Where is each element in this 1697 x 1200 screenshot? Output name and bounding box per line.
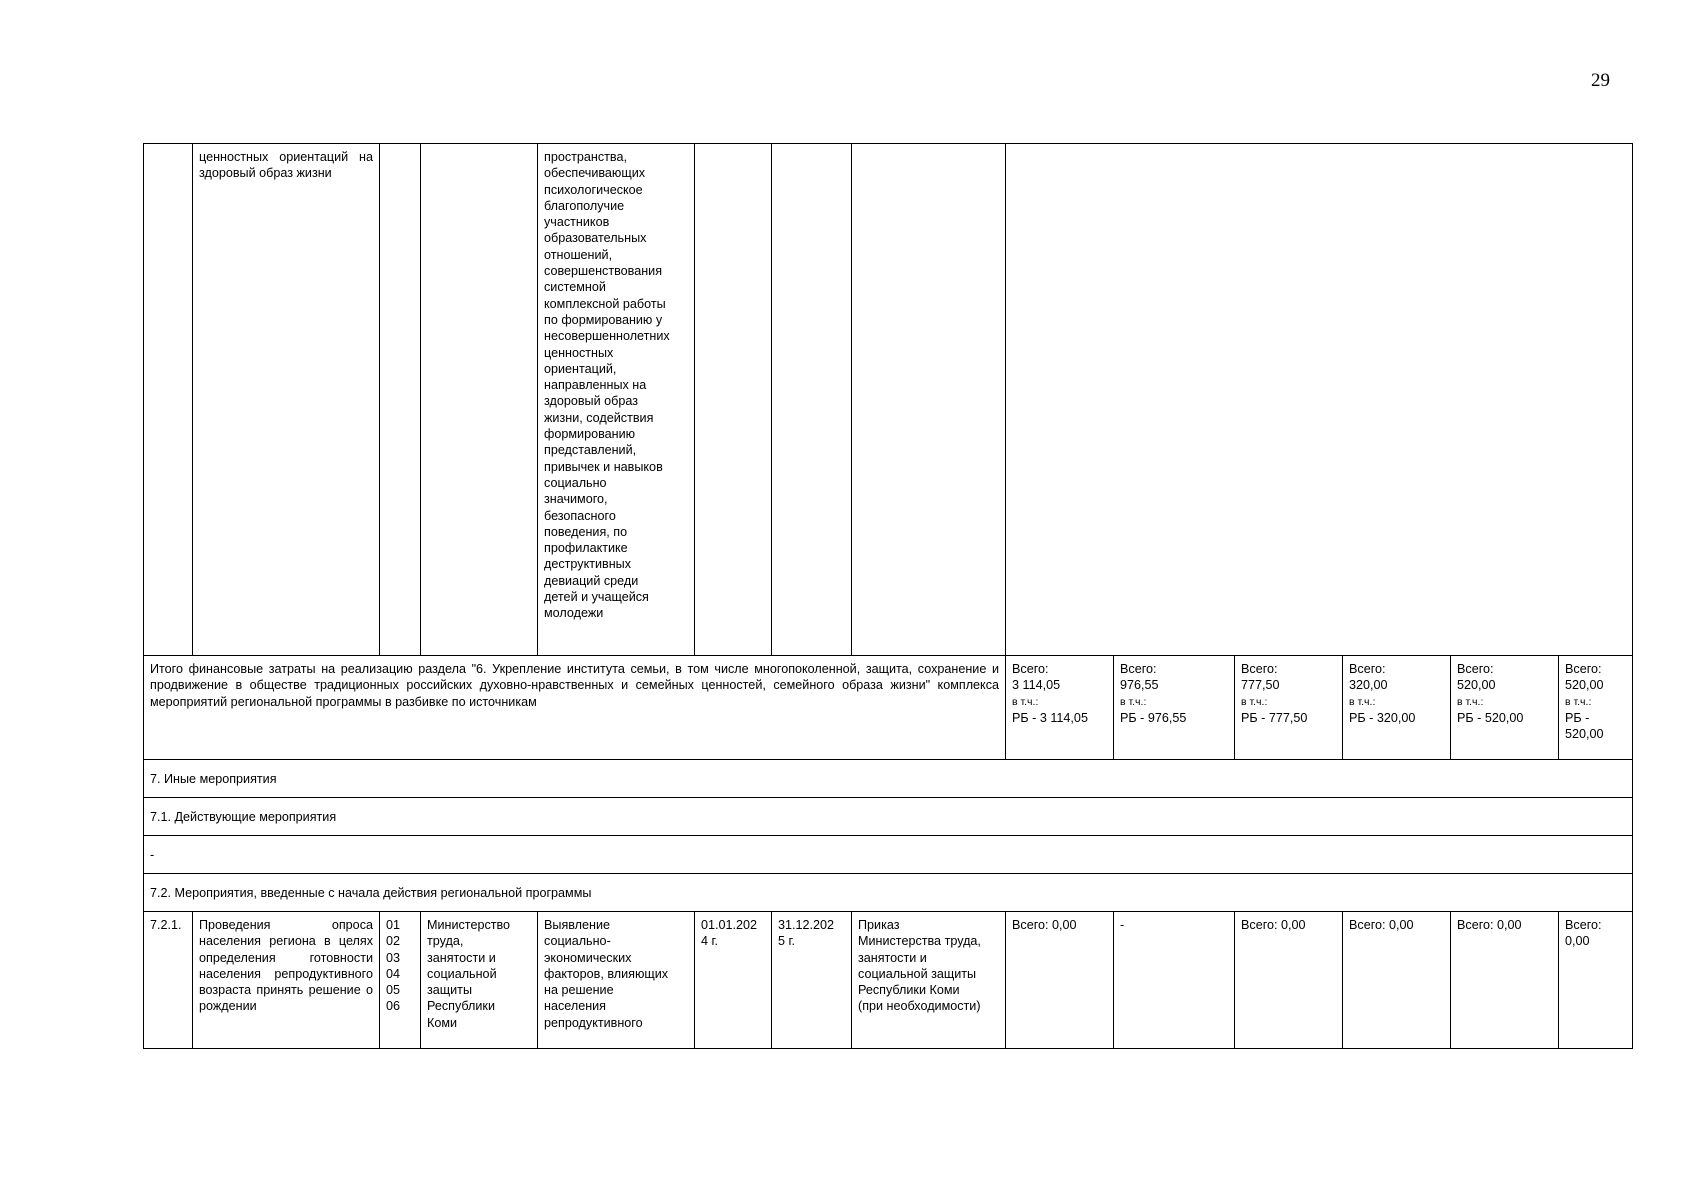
cell-executor: Министерство труда, занятости и социальной защиты Республики Коми (421, 912, 538, 1049)
cell-total-3: Всего: 777,50 в т.ч.: РБ - 777,50 (1235, 656, 1343, 760)
cell-codes (380, 144, 421, 656)
table-row-continuation (144, 144, 1633, 656)
cell-start (695, 144, 772, 656)
cell-document: Приказ Министерства труда, занятости и социальной защиты Республики Коми (при необходимости) (852, 912, 1006, 1049)
table-row-7-2-1 (144, 912, 1633, 1049)
section-heading-7 (144, 760, 1633, 798)
cell-financing-empty (1006, 144, 1633, 656)
page-number: 29 (1591, 70, 1610, 91)
table-row-total (144, 656, 1633, 760)
cell-measure-name: ценностных ориентаций на здоровый образ жизни (193, 144, 380, 656)
cell-fin-5: Всего: 0,00 (1451, 912, 1559, 1049)
section-7-1-label: 7.1. Действующие мероприятия (144, 798, 1633, 836)
cell-result: Выявление социально- экономических факторов, влияющих на решение населения репродуктивного (538, 912, 695, 1049)
cell-total-6: Всего: 520,00 в т.ч.: РБ - 520,00 (1559, 656, 1633, 760)
program-table (143, 143, 1633, 1049)
section-empty-row (144, 836, 1633, 874)
cell-fin-6: Всего: 0,00 (1559, 912, 1633, 1049)
cell-end (772, 144, 852, 656)
cell-measure-name: Проведения опроса населения региона в целях определения готовности населения репродуктивного возраста принять решение о рождении (193, 912, 380, 1049)
cell-total-4: Всего: 320,00 в т.ч.: РБ - 320,00 (1343, 656, 1451, 760)
cell-end-date: 31.12.202 5 г. (772, 912, 852, 1049)
cell-codes: 01 02 03 04 05 06 (380, 912, 421, 1049)
cell-fin-3: Всего: 0,00 (1235, 912, 1343, 1049)
cell-executor (421, 144, 538, 656)
section-heading-7-2 (144, 874, 1633, 912)
cell-total-1: Всего: 3 114,05 в т.ч.: РБ - 3 114,05 (1006, 656, 1114, 760)
cell-total-5: Всего: 520,00 в т.ч.: РБ - 520,00 (1451, 656, 1559, 760)
cell-total-label: Итого финансовые затраты на реализацию раздела "6. Укрепление института семьи, в том числе многопоколенной, защита, сохранение и продвижение в обществе традиционных российских духовно-нравственных и семейных ценностей, семейного образа жизни" комплекса мероприятий региональной программы в разбивке по источникам (144, 656, 1006, 760)
cell-fin-1: Всего: 0,00 (1006, 912, 1114, 1049)
cell-document (852, 144, 1006, 656)
cell-total-2: Всего: 976,55 в т.ч.: РБ - 976,55 (1114, 656, 1235, 760)
cell-fin-4: Всего: 0,00 (1343, 912, 1451, 1049)
cell-result: пространства, обеспечивающих психологическое благополучие участников образовательных отношений, совершенствования системной комплексной работы по формированию у несовершеннолетних ценностных ориентаций, направленных на здоровый образ жизни, содействия формированию представлений, привычек и навыков социально значимого, безопасного поведения, по профилактике деструктивных девиаций среди детей и учащейся молодежи (538, 144, 695, 656)
section-heading-7-1 (144, 798, 1633, 836)
cell-num (144, 144, 193, 656)
section-7-label: 7. Иные мероприятия (144, 760, 1633, 798)
cell-num: 7.2.1. (144, 912, 193, 1049)
cell-start-date: 01.01.202 4 г. (695, 912, 772, 1049)
cell-fin-2: - (1114, 912, 1235, 1049)
empty-dash: - (144, 836, 1633, 874)
section-7-2-label: 7.2. Мероприятия, введенные с начала действия региональной программы (144, 874, 1633, 912)
